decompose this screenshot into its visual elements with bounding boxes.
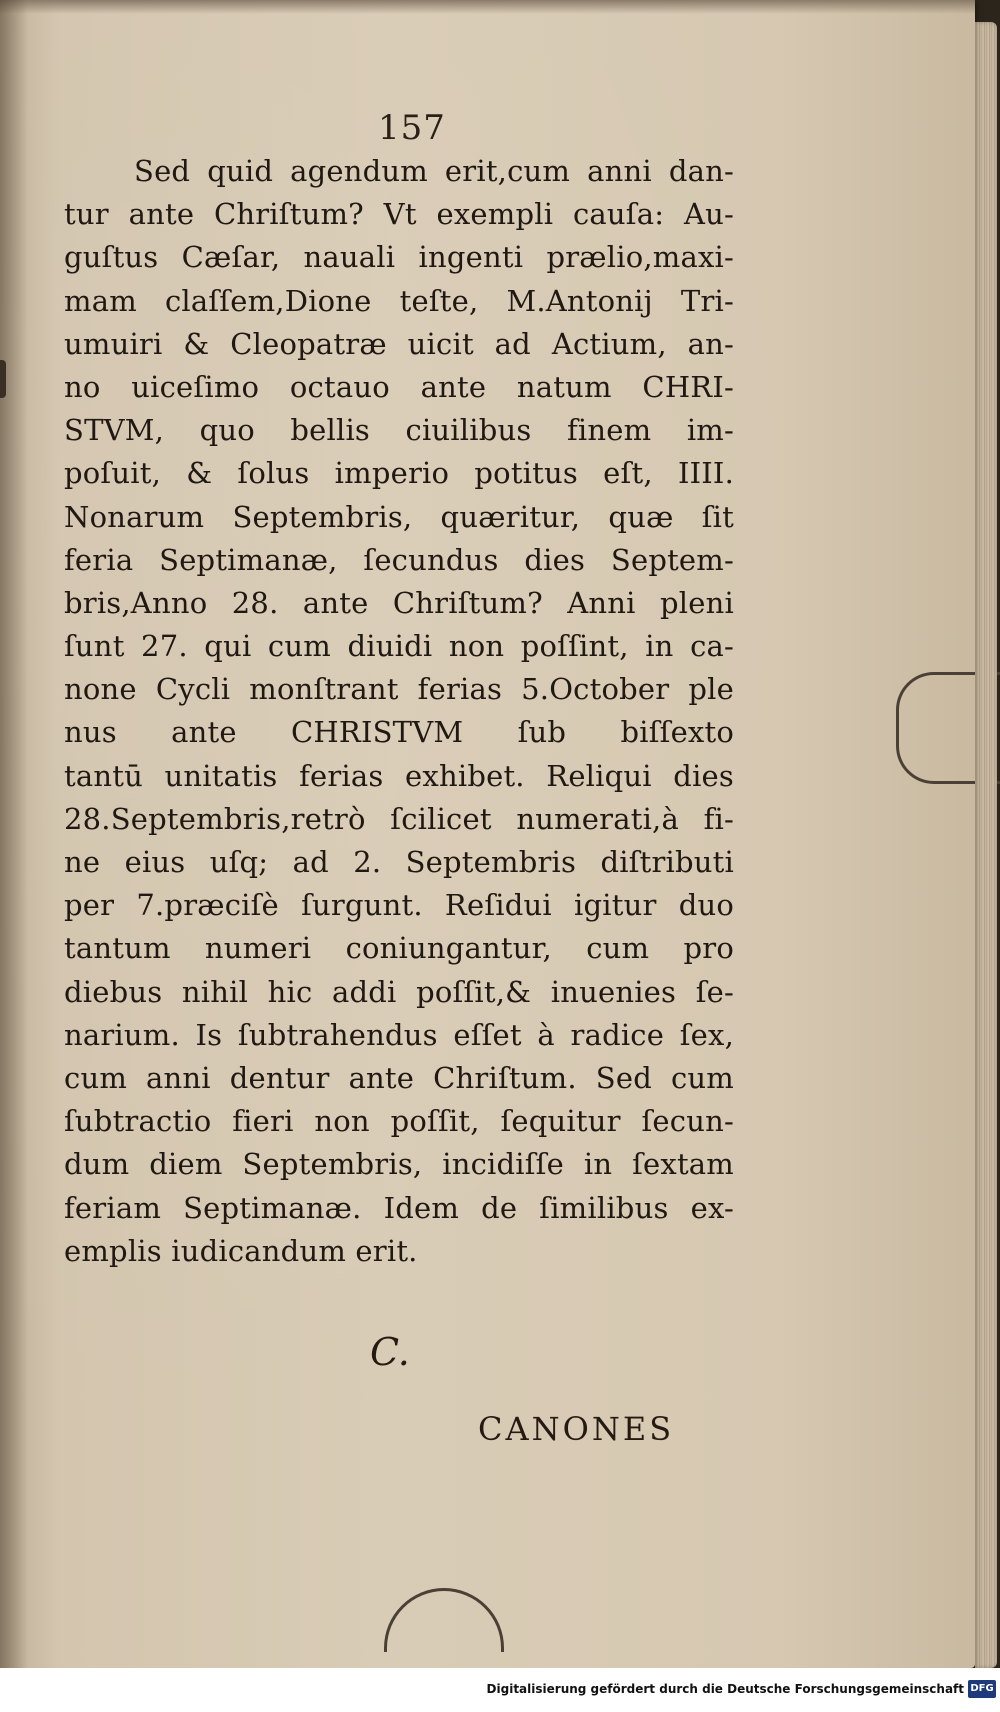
page-number: 157 <box>378 108 446 148</box>
text-line: diebus nihil hic addi poſſit,& inuenies ſe- <box>64 974 734 1009</box>
text-line: Sed quid agendum erit,cum anni dan- <box>134 154 734 188</box>
text-line: nus ante CHRISTVM ſub biſſexto <box>64 715 734 750</box>
text-line: umuiri & Cleopatræ uicit ad Actium, an- <box>64 326 734 361</box>
text-line: 28.Septembris,retrò ſcilicet numerati,à fi- <box>64 801 734 836</box>
dfg-logo: DFG <box>968 1680 996 1698</box>
page-edge-mark <box>0 360 6 398</box>
text-line: dum diem Septembris, incidiſſe in ſextam <box>64 1147 734 1182</box>
text-line: feriam Septimanæ. Idem de ſimilibus ex- <box>64 1190 734 1225</box>
spine-shadow <box>0 0 28 1668</box>
body-text <box>64 150 734 1273</box>
text-line: per 7.præciſè ſurgunt. Reſidui igitur duo <box>64 888 734 923</box>
page-fore-edge <box>975 22 997 1668</box>
text-line: ſubtractio fieri non poſſit, ſequitur ſecun- <box>64 1104 734 1139</box>
text-line: guſtus Cæſar, nauali ingenti prælio,maxi- <box>64 240 734 275</box>
signature-mark: C. <box>370 1330 410 1374</box>
page-holder-arc <box>384 1588 504 1652</box>
funding-credit: Digitalisierung gefördert durch die Deutsche Forschungsgemeinschaft <box>486 1682 964 1696</box>
text-line: ne eius uſq; ad 2. Septembris diſtributi <box>64 845 734 879</box>
text-line: STVM, quo bellis ciuilibus finem im- <box>64 413 734 448</box>
footer-bar <box>0 1668 1000 1712</box>
text-line: tur ante Chriſtum? Vt exempli cauſa: Au- <box>64 197 734 232</box>
text-line: narium. Is ſubtrahendus eſſet à radice ſex, <box>64 1017 734 1052</box>
text-line: cum anni dentur ante Chriſtum. Sed cum <box>64 1060 734 1095</box>
text-line: bris,Anno 28. ante Chriſtum? Anni pleni <box>64 585 734 620</box>
text-line: none Cycli monſtrant ferias 5.October ple <box>64 672 734 707</box>
text-line: tantum numeri coniungantur, cum pro <box>64 931 734 966</box>
text-line: mam claſſem,Dione teſte, M.Antonij Tri- <box>64 283 734 318</box>
text-line: tantū unitatis ferias exhibet. Reliqui dies <box>64 758 734 793</box>
text-line: poſuit, & ſolus imperio potitus eſt, IIII. <box>64 456 734 491</box>
catchword: CANONES <box>478 1410 675 1448</box>
text-line: feria Septimanæ, ſecundus dies Septem- <box>64 542 734 577</box>
text-line: Nonarum Septembris, quæritur, quæ ſit <box>64 499 734 534</box>
text-line: no uiceſimo octauo ante natum CHRI- <box>64 369 734 404</box>
text-line: emplis iudicandum erit. <box>64 1233 418 1268</box>
text-line: ſunt 27. qui cum diuidi non poſſint, in ca- <box>64 629 734 664</box>
